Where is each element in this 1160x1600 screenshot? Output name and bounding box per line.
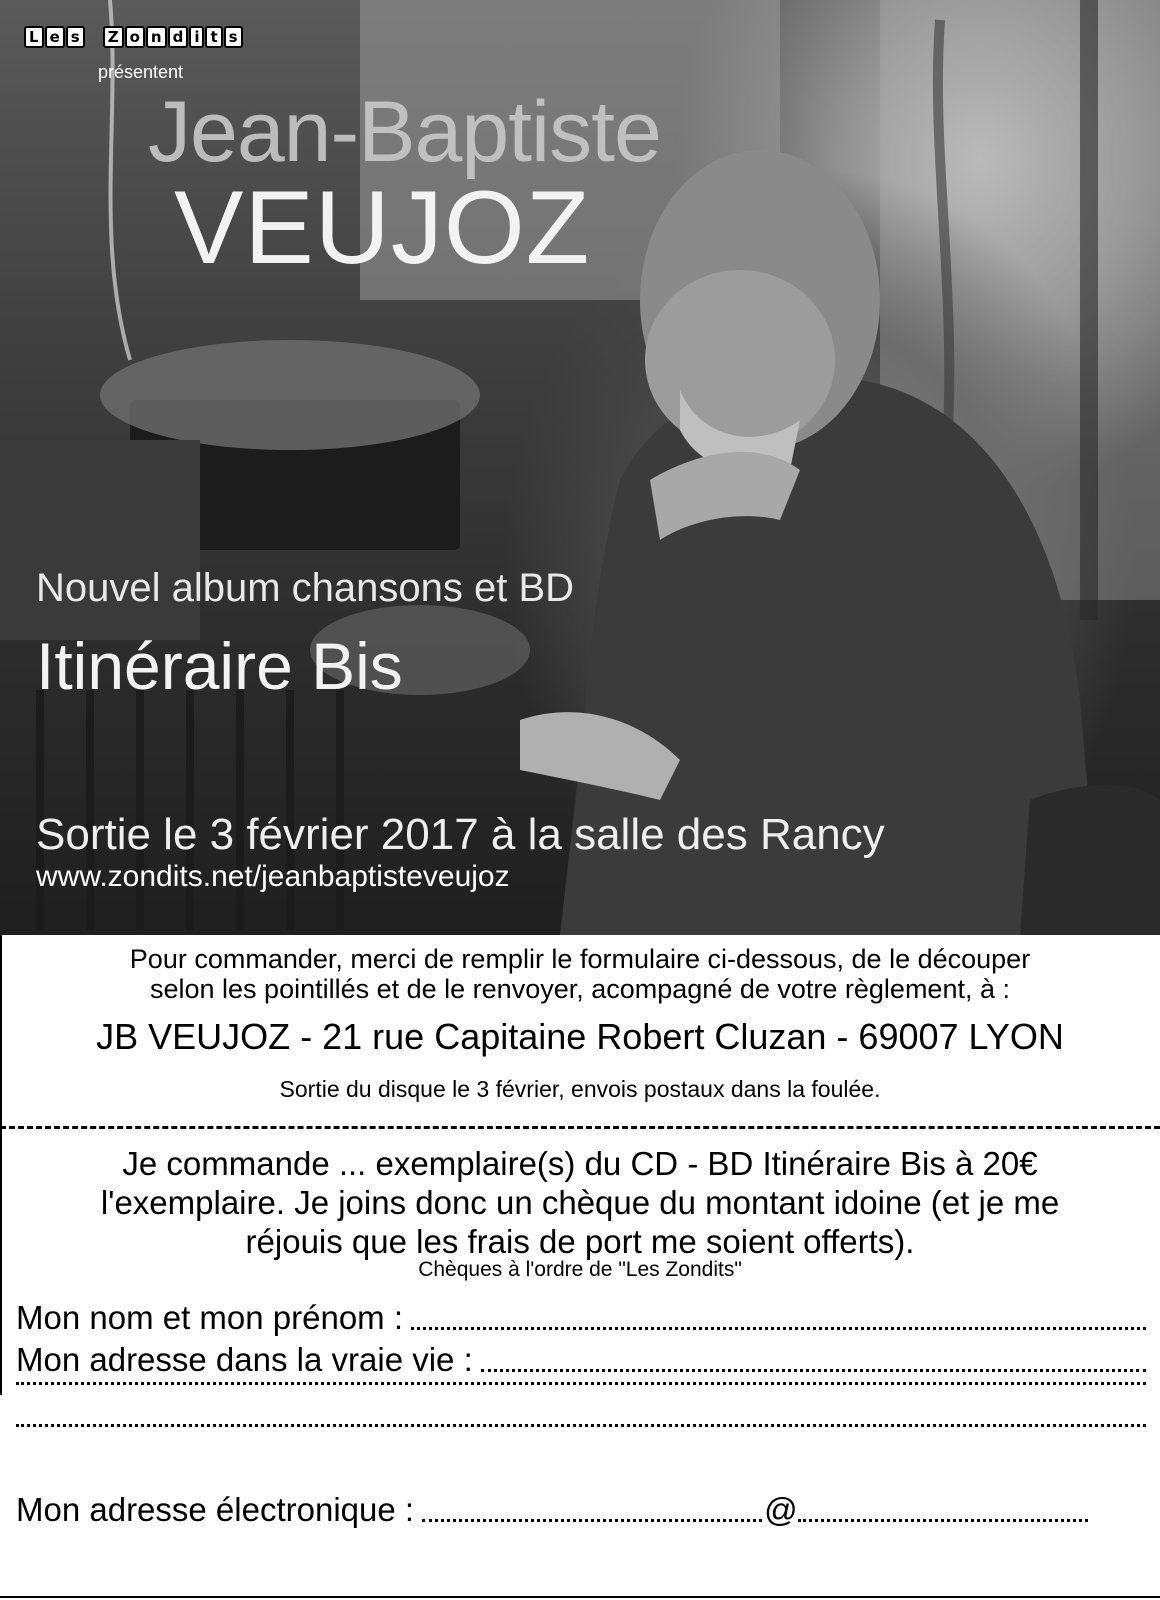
logo-letter: Z [103,26,124,48]
email-field-label: Mon adresse électronique : [16,1491,415,1528]
logo-letter: e [45,26,65,48]
order-line: l'exemplaire. Je joins donc un chèque du montant idoine (et je me [100,1184,1060,1221]
logo-letter: L [24,26,44,48]
email-at-sign: @ [764,1491,798,1528]
website-link[interactable]: www.zondits.net/jeanbaptisteveujoz [36,860,510,893]
logo-word-zondits [103,26,243,48]
instructions-line: Pour commander, merci de remplir le formulaire ci-dessous, de le découper [129,944,1031,974]
email-domain-fill-line[interactable] [798,1519,1088,1522]
logo-letter: t [205,26,222,48]
logo-letter: s [66,26,85,48]
name-fill-line[interactable] [411,1327,1146,1330]
name-field-label: Mon nom et mon prénom : [16,1299,404,1336]
instructions-line: selon les pointillés et de le renvoyer, acompagné de votre règlement, à : [149,974,1010,1004]
logo-letter: d [168,26,189,48]
logo-letter: o [125,26,145,48]
order-line: Je commande ... exemplaire(s) du CD - BD Itinéraire Bis à 20€ [122,1145,1038,1182]
logo-letter: s [224,26,243,48]
artist-first-name: Jean-Baptiste [148,84,661,180]
presenter-note: présentent [98,62,184,82]
order-statement [30,1144,1130,1261]
address-fill-line-2[interactable] [16,1382,1146,1385]
address-extra-row[interactable] [16,1424,1146,1435]
address-fill-line[interactable] [481,1369,1146,1372]
shipping-note: Sortie du disque le 3 février, envois postaux dans la foulée. [279,1076,881,1102]
cheque-payable-note: Chèques à l'ordre de "Les Zondits" [418,1258,742,1281]
email-field-row[interactable] [16,1490,1146,1530]
artist-last-name: VEUJOZ [174,170,591,286]
les-zondits-logo [24,26,243,48]
address-field-row[interactable] [16,1340,1146,1380]
email-user-fill-line[interactable] [422,1519,762,1522]
address-fill-line-3[interactable] [16,1424,1146,1427]
bottom-border-rule [0,1596,1160,1598]
logo-letter: n [146,26,167,48]
name-field-row[interactable] [16,1298,1146,1338]
order-instructions [0,944,1160,1004]
album-subtitle: Nouvel album chansons et BD [36,566,575,610]
mailing-address: JB VEUJOZ - 21 rue Capitaine Robert Cluzan - 69007 LYON [96,1016,1064,1057]
album-title: Itinéraire Bis [36,629,403,703]
cut-dashed-line [0,1126,1160,1129]
address-extra-row[interactable] [16,1382,1146,1393]
logo-letter: i [189,26,204,48]
address-field-label: Mon adresse dans la vraie vie : [16,1341,473,1378]
left-border-rule [0,935,2,1395]
logo-word-les [24,26,85,48]
release-date-line: Sortie le 3 février 2017 à la salle des Rancy [36,810,885,859]
order-line: réjouis que les frais de port me soient offerts). [245,1223,915,1260]
